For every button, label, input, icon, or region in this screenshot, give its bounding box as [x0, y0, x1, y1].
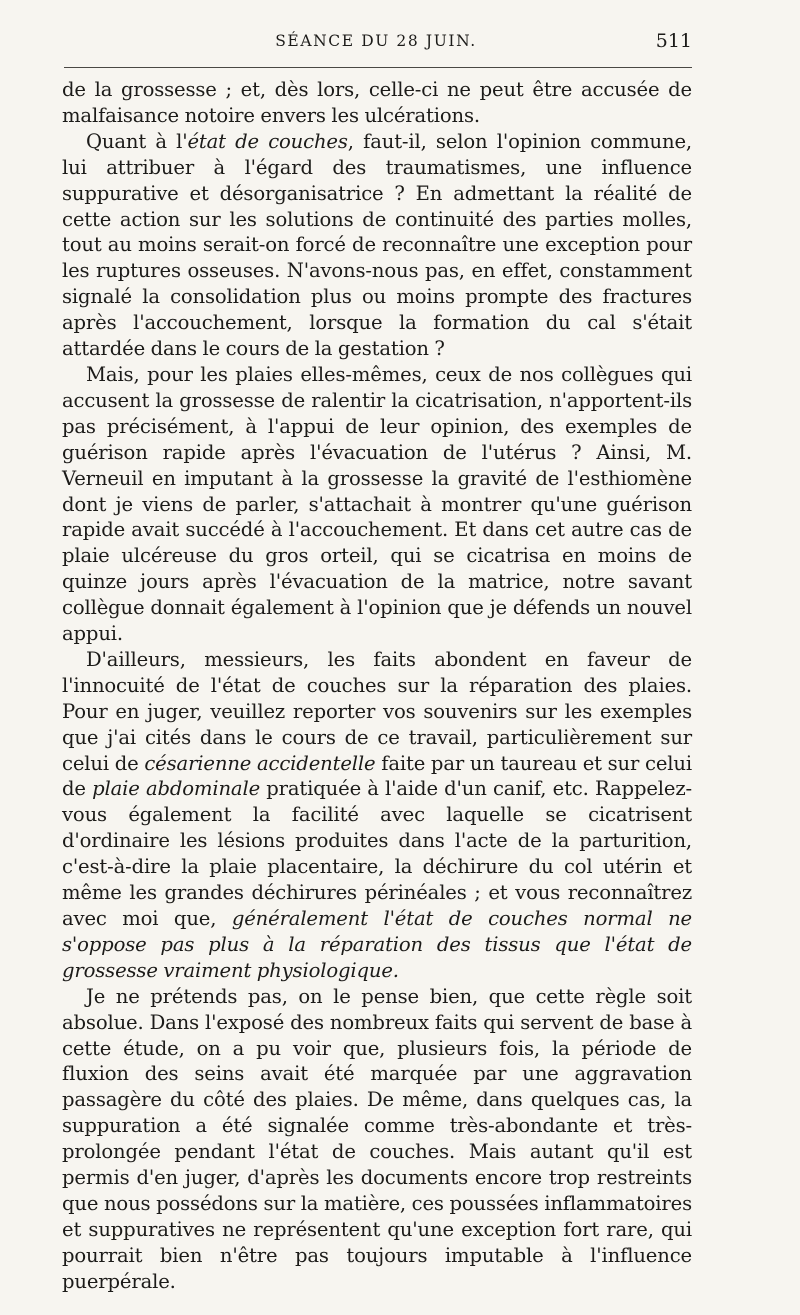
- paragraph-1: [62, 77, 692, 129]
- paragraph-2-text-b: , faut-il, selon l'opinion commune, lui attribuer à l'égard des traumatismes, une influence suppurative et désorganisatrice ? En admettant la réalité de cette action sur les solutions de continuité des parties molles, tout au moins serait-on forcé de reconnaître une exception pour les ruptures osseuses. N'avons-nous pas, en effet, constamment signalé la consolidation plus ou moins prompte des fractures après l'accouchement, lorsque la formation du cal s'était attardée dans le cours de la gestation ?: [62, 129, 692, 361]
- paragraph-4-emphasis-plaie: plaie abdominale: [92, 777, 261, 801]
- paragraph-2-text-a: Quant à l': [86, 129, 188, 153]
- header-rule: [64, 67, 692, 68]
- body-text: [62, 77, 692, 1295]
- paragraph-4-emphasis-cesarienne: césarienne accidentelle: [144, 751, 376, 775]
- paragraph-4: [62, 647, 692, 984]
- paragraph-5: [62, 984, 692, 1295]
- page-header: [60, 30, 692, 60]
- paragraph-3: [62, 362, 692, 647]
- paragraph-4-emphasis-conclusion: généralement l'état de couches normal ne s'oppose pas plus à la réparation des tissus que l'état de grossesse vraiment physiologique.: [62, 907, 692, 982]
- running-head: SÉANCE DU 28 JUIN.: [275, 32, 477, 50]
- paragraph-4-text-a: D'ailleurs, messieurs, les faits abondent en faveur de l'innocuité de l'état de couches sur la réparation des plaies. Pour en juger, veuillez reporter vos souvenirs sur les exemples que j'ai cités dans le cours de ce travail, particulièrement sur celui de: [62, 647, 692, 775]
- paragraph-5-text: Je ne prétends pas, on le pense bien, que cette règle soit absolue. Dans l'exposé des nombreux faits qui servent de base à cette étude, on a pu voir que, plusieurs fois, la période de fluxion des seins avait été marquée par une aggravation passagère du côté des plaies. De même, dans quelques cas, la suppuration a été signalée comme très-abondante et très-prolongée pendant l'état de couches. Mais autant qu'il est permis d'en juger, d'après les documents encore trop restreints que nous possédons sur la matière, ces poussées inflammatoires et suppuratives ne représentent qu'une exception fort rare, qui pourrait bien n'être pas toujours imputable à l'influence puerpérale.: [62, 984, 692, 1293]
- paragraph-3-text: Mais, pour les plaies elles-mêmes, ceux de nos collègues qui accusent la grossesse de ralentir la cicatrisation, n'apportent-ils pas précisément, à l'appui de leur opinion, des exemples de guérison rapide après l'évacuation de l'utérus ? Ainsi, M. Verneuil en imputant à la grossesse la gravité de l'esthiomène dont je viens de parler, s'attachait à montrer qu'une guérison rapide avait succédé à l'accouchement. Et dans cet autre cas de plaie ulcéreuse du gros orteil, qui se cicatrisa en moins de quinze jours après l'évacuation de la matrice, notre savant collègue donnait également à l'opinion que je défends un nouvel appui.: [62, 362, 692, 646]
- paragraph-2-emphasis: état de couches: [187, 129, 348, 153]
- paragraph-4-text-b: faite par un taureau et sur celui de: [62, 751, 692, 801]
- paragraph-2: [62, 129, 692, 362]
- paragraph-1-text: de la grossesse ; et, dès lors, celle-ci ne peut être accusée de malfaisance notoire envers les ulcérations.: [62, 78, 692, 127]
- page-number: 511: [655, 30, 692, 52]
- paragraph-4-text-c: pratiquée à l'aide d'un canif, etc. Rappelez-vous également la facilité avec laquelle se cicatrisent d'ordinaire les lésions produites dans l'acte de la parturition, c'est-à-dire la plaie placentaire, la déchirure du col utérin et même les grandes déchirures périnéales ; et vous reconnaîtrez avec moi que,: [62, 777, 692, 930]
